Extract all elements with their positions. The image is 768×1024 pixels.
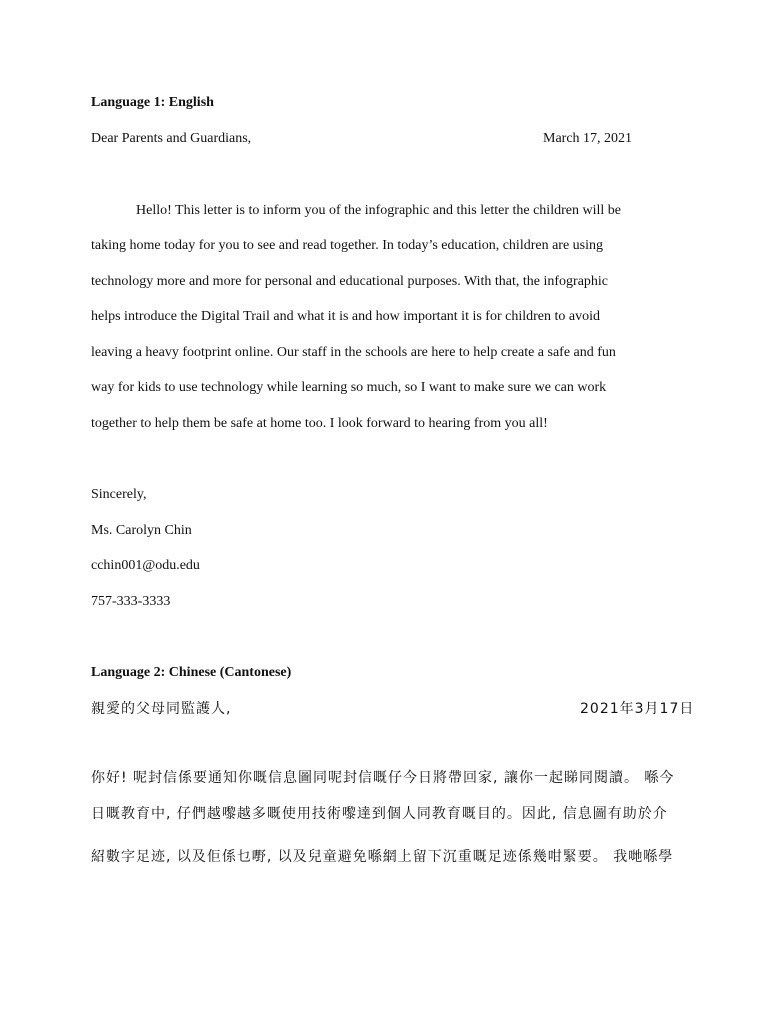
signer-name: Ms. Carolyn Chin: [91, 523, 192, 538]
body-line: way for kids to use technology while learning so much, so I want to make sure we can work: [91, 380, 607, 395]
english-greeting: Dear Parents and Guardians,: [91, 131, 252, 146]
body-line: technology more and more for personal and educational purposes. With that, the infographic: [91, 274, 609, 289]
english-heading: Language 1: English: [91, 95, 214, 110]
body-line: taking home today for you to see and read together. In today’s education, children are using: [91, 238, 604, 253]
body-line: together to help them be safe at home too. I look forward to hearing from you all!: [91, 416, 548, 431]
body-line: leaving a heavy footprint online. Our staff in the schools are here to help create a safe and fun: [91, 345, 616, 360]
body-line: 你好! 呢封信係要通知你嘅信息圖同呢封信嘅仔今日將帶回家, 讓你一起睇同閱讀。 喺今: [91, 770, 675, 786]
body-line: 紹數字足迹, 以及佢係乜嘢, 以及兒童避免喺網上留下沉重嘅足迹係幾咁緊要。 我哋喺學: [91, 849, 674, 865]
english-date: March 17, 2021: [543, 131, 633, 146]
body-line: Hello! This letter is to inform you of the infographic and this letter the children will be: [136, 203, 621, 218]
signer-phone: 757-333-3333: [91, 594, 171, 609]
chinese-date: 2021年3月17日: [580, 701, 695, 717]
chinese-greeting: 親愛的父母同監護人,: [91, 701, 232, 717]
body-line: 日嘅教育中, 仔們越嚟越多嘅使用技術嚟達到個人同教育嘅目的。因此, 信息圖有助於介: [91, 806, 668, 822]
closing: Sincerely,: [91, 487, 147, 502]
chinese-heading: Language 2: Chinese (Cantonese): [91, 665, 292, 680]
signer-email: cchin001@odu.edu: [91, 558, 200, 573]
body-line: helps introduce the Digital Trail and what it is and how important it is for children to avoid: [91, 309, 600, 324]
